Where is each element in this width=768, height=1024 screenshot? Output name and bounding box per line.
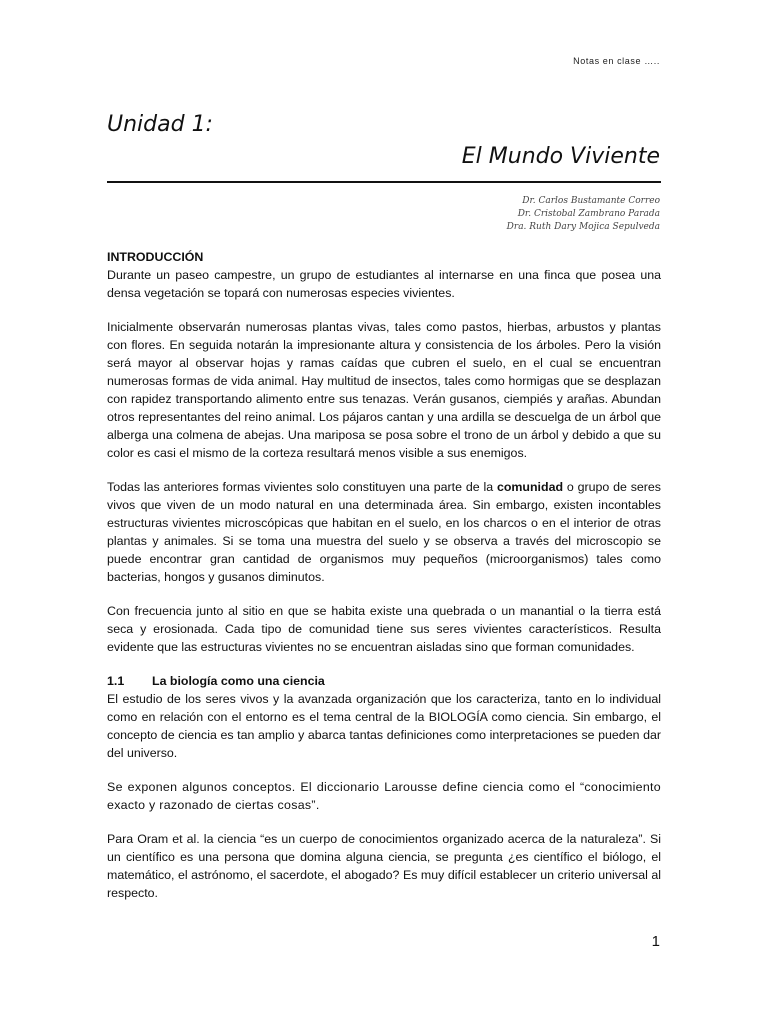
unit-title: El Mundo Viviente xyxy=(461,144,660,169)
section-paragraph-1: El estudio de los seres vivos y la avanzada organización que los caracteriza, tanto en lo individual como en relación con el entorno es el tema central de la BIOLOGÍA como ciencia. Sin embargo, el concepto de ciencia es tan amplio y abarca tantas definiciones como interpretaciones se pueden dar del universo. xyxy=(107,692,661,760)
intro-heading: INTRODUCCIÓN xyxy=(107,250,204,264)
intro-p3-text-before: Todas las anteriores formas vivientes solo constituyen una parte de la xyxy=(107,480,497,494)
section-heading xyxy=(107,672,661,690)
section-title: La biología como una ciencia xyxy=(152,674,325,688)
comunidad-term: comunidad xyxy=(496,480,564,494)
document-body xyxy=(107,248,661,918)
header-note: Notas en clase ….. xyxy=(573,56,660,66)
author-3: Dra. Ruth Dary Mojica Sepulveda xyxy=(506,222,660,232)
authors-block xyxy=(507,195,660,234)
author-2: Dr. Cristobal Zambrano Parada xyxy=(517,209,660,219)
unit-label: Unidad 1: xyxy=(107,112,213,137)
page-number: 1 xyxy=(651,933,660,950)
intro-paragraph-2: Inicialmente observarán numerosas plantas vivas, tales como pastos, hierbas, arbustos y plantas con flores. En seguida notarán la impresionante altura y consistencia de los árboles. Pero la visión será mayor al observar hojas y ramas caídas que cubren el suelo, en el cual se encuentran numerosas formas de vida animal. Hay multitud de insectos, tales como hormigas que se desplazan con rapidez transportando alimento entre sus tenazas. Verán gusanos, ciempiés y arañas. Abundan otros representantes del reino animal. Los pájaros cantan y una ardilla se descuelga de un árbol que alberga una colmena de abejas. Una mariposa se posa sobre el trono de un árbol y debido a que su color es casi el mismo de la corteza resultará menos visible a sus enemigos. xyxy=(107,320,661,460)
intro-paragraph-3 xyxy=(107,478,661,586)
section-number: 1.1 xyxy=(107,674,125,688)
section-paragraph-2: Se exponen algunos conceptos. El diccionario Larousse define ciencia como el “conocimiento exacto y razonado de ciertas cosas”. xyxy=(107,780,661,812)
section-paragraph-3: Para Oram et al. la ciencia “es un cuerpo de conocimientos organizado acerca de la naturaleza”. Si un científico es una persona que domina alguna ciencia, se pregunta ¿es científico el biólogo, el matemático, el astrónomo, el sacerdote, el abogado? Es muy difícil establecer un criterio universal al respecto. xyxy=(107,832,661,900)
author-1: Dr. Carlos Bustamante Correo xyxy=(522,196,660,206)
intro-p3-text-after: o grupo de seres vivos que viven de un modo natural en una determinada área. Sin embargo, existen incontables estructuras vivientes microscópicas que habitan en el suelo, en los charcos o en el interior de otras plantas y animales. Si se toma una muestra del suelo y se observa a través del microscopio se puede encontrar gran cantidad de organismos muy pequeños (microorganismos) tales como bacterias, hongos y gusanos diminutos. xyxy=(107,480,662,584)
intro-paragraph-1: Durante un paseo campestre, un grupo de estudiantes al internarse en una finca que posea una densa vegetación se topará con numerosas especies vivientes. xyxy=(107,268,661,300)
intro-paragraph-4: Con frecuencia junto al sitio en que se habita existe una quebrada o un manantial o la tierra está seca y erosionada. Cada tipo de comunidad tiene sus seres vivientes característicos. Resulta evidente que las estructuras vivientes no se encuentran aisladas sino que forman comunidades. xyxy=(107,604,661,654)
title-divider xyxy=(107,181,661,183)
